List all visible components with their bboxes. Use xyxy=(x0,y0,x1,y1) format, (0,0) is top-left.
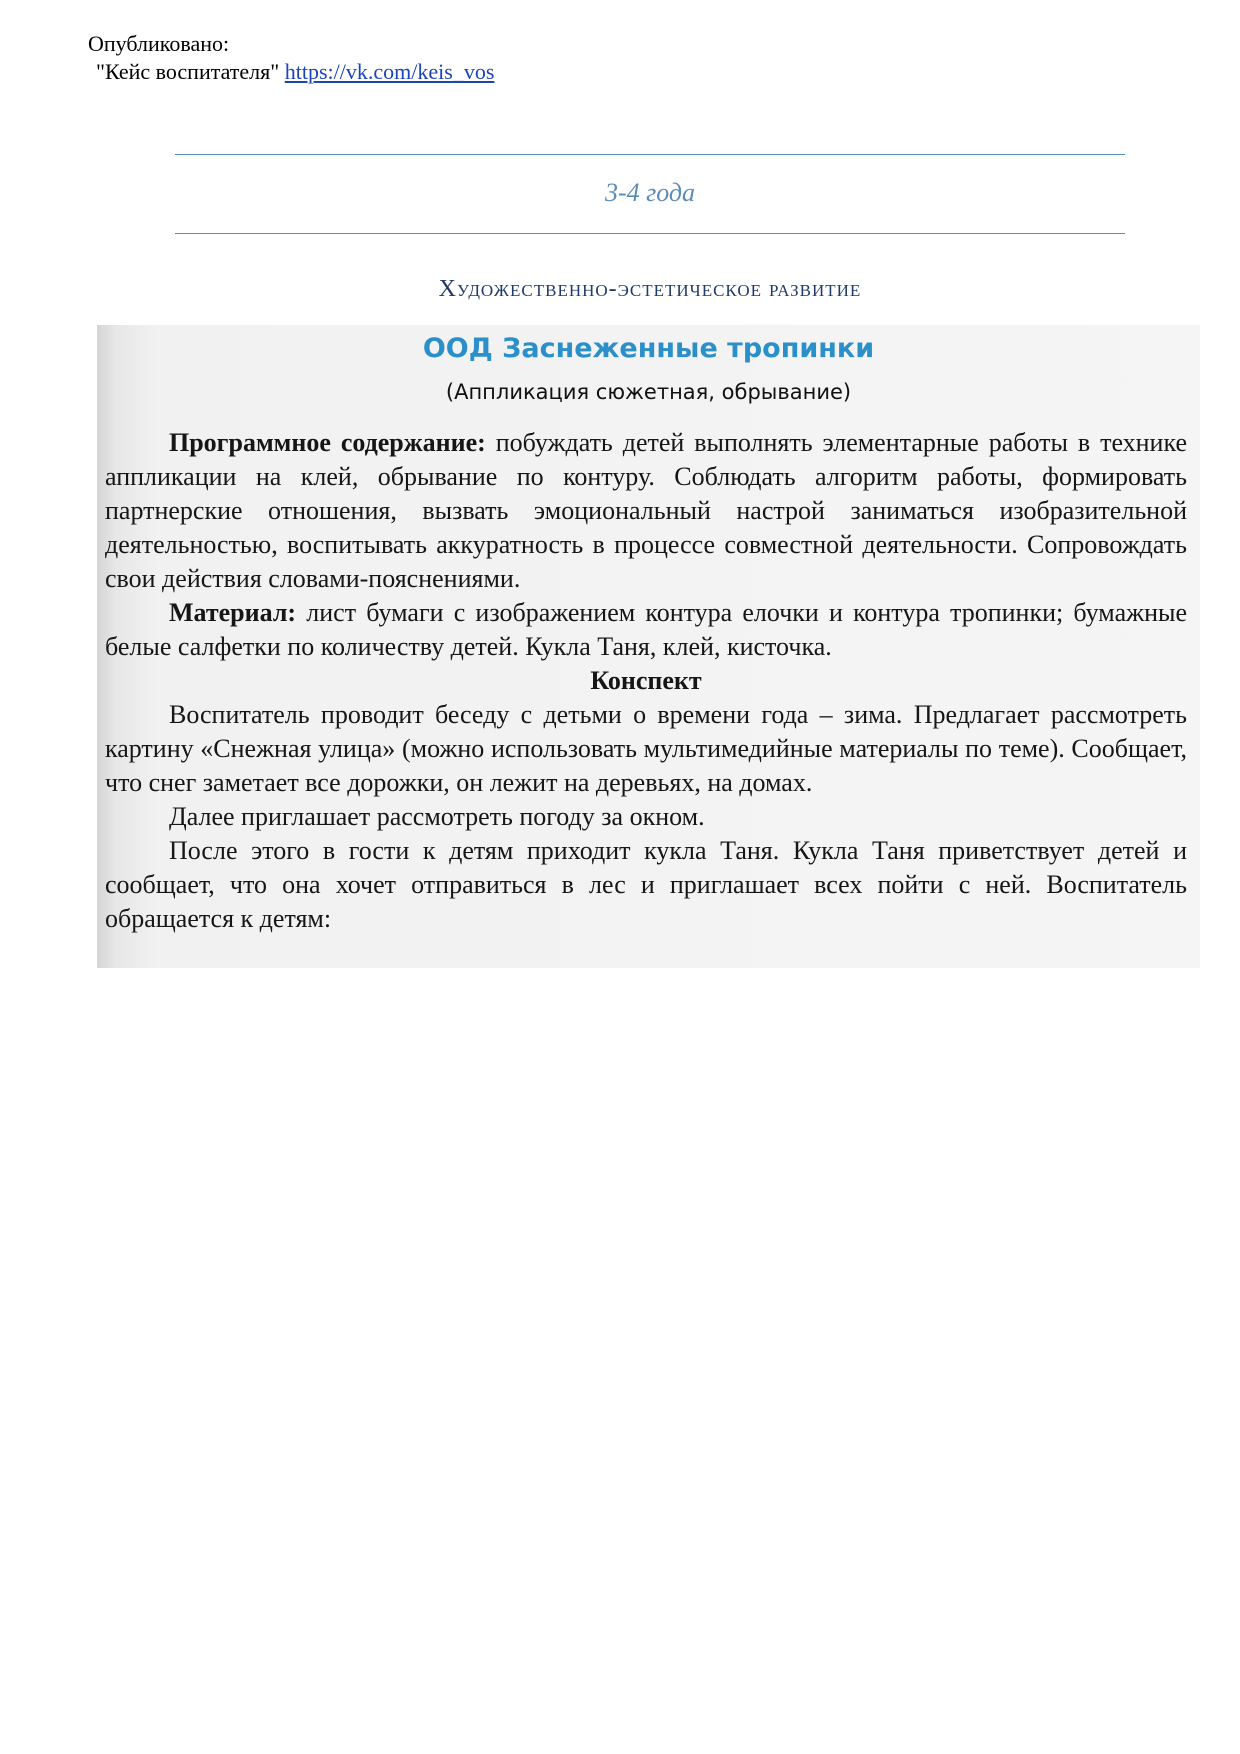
scanned-page xyxy=(97,325,1200,968)
outline-heading: Конспект xyxy=(590,666,702,695)
paragraph: После этого в гости к детям приходит кукла Таня. Кукла Таня приветствует детей и сообщает, что она хочет отправиться в лес и приглашает всех пойти с ней. Воспитатель обращается к детям: xyxy=(105,836,1187,933)
material-text: лист бумаги с изображением контура елочки и контура тропинки; бумажные белые салфетки по количеству детей. Кукла Таня, клей, кисточка. xyxy=(105,598,1188,661)
published-label: Опубликовано: xyxy=(88,31,230,56)
lesson-title: ООД Заснеженные тропинки xyxy=(422,333,875,364)
paragraph: Воспитатель проводит беседу с детьми о времени года – зима. Предлагает рассмотреть картину «Снежная улица» (можно использовать мультимедийные материалы по теме). Сообщает, что снег заметает все дорожки, он лежит на деревьях, на домах. xyxy=(105,700,1187,797)
lesson-subtitle: (Аппликация сюжетная, обрывание) xyxy=(445,380,852,404)
material-paragraph xyxy=(105,596,1187,664)
source-line xyxy=(88,58,494,86)
lesson-body xyxy=(105,426,1187,936)
program-label: Программное содержание: xyxy=(169,428,486,457)
material-label: Материал: xyxy=(169,598,297,627)
program-paragraph xyxy=(105,426,1187,596)
paragraph: Далее приглашает рассмотреть погоду за окном. xyxy=(169,802,705,831)
program-text: побуждать детей выполнять элементарные работы в технике аппликации на клей, обрывание по контуру. Соблюдать алгоритм работы, формировать партнерские отношения, вызвать эмоциональный настрой заниматься изобразительной деятельностью, воспитывать аккуратность в процессе совместной деятельности. Сопровождать свои действия словами-пояснениями. xyxy=(105,428,1187,593)
bottom-divider xyxy=(175,233,1125,234)
source-name: "Кейс воспитателя" xyxy=(96,59,280,84)
age-group: 3-4 года xyxy=(604,178,696,207)
top-divider xyxy=(175,154,1125,155)
source-link[interactable]: https://vk.com/keis_vos xyxy=(284,59,495,84)
section-title: Художественно-эстетическое развитие xyxy=(438,276,862,302)
published-note xyxy=(88,30,494,86)
